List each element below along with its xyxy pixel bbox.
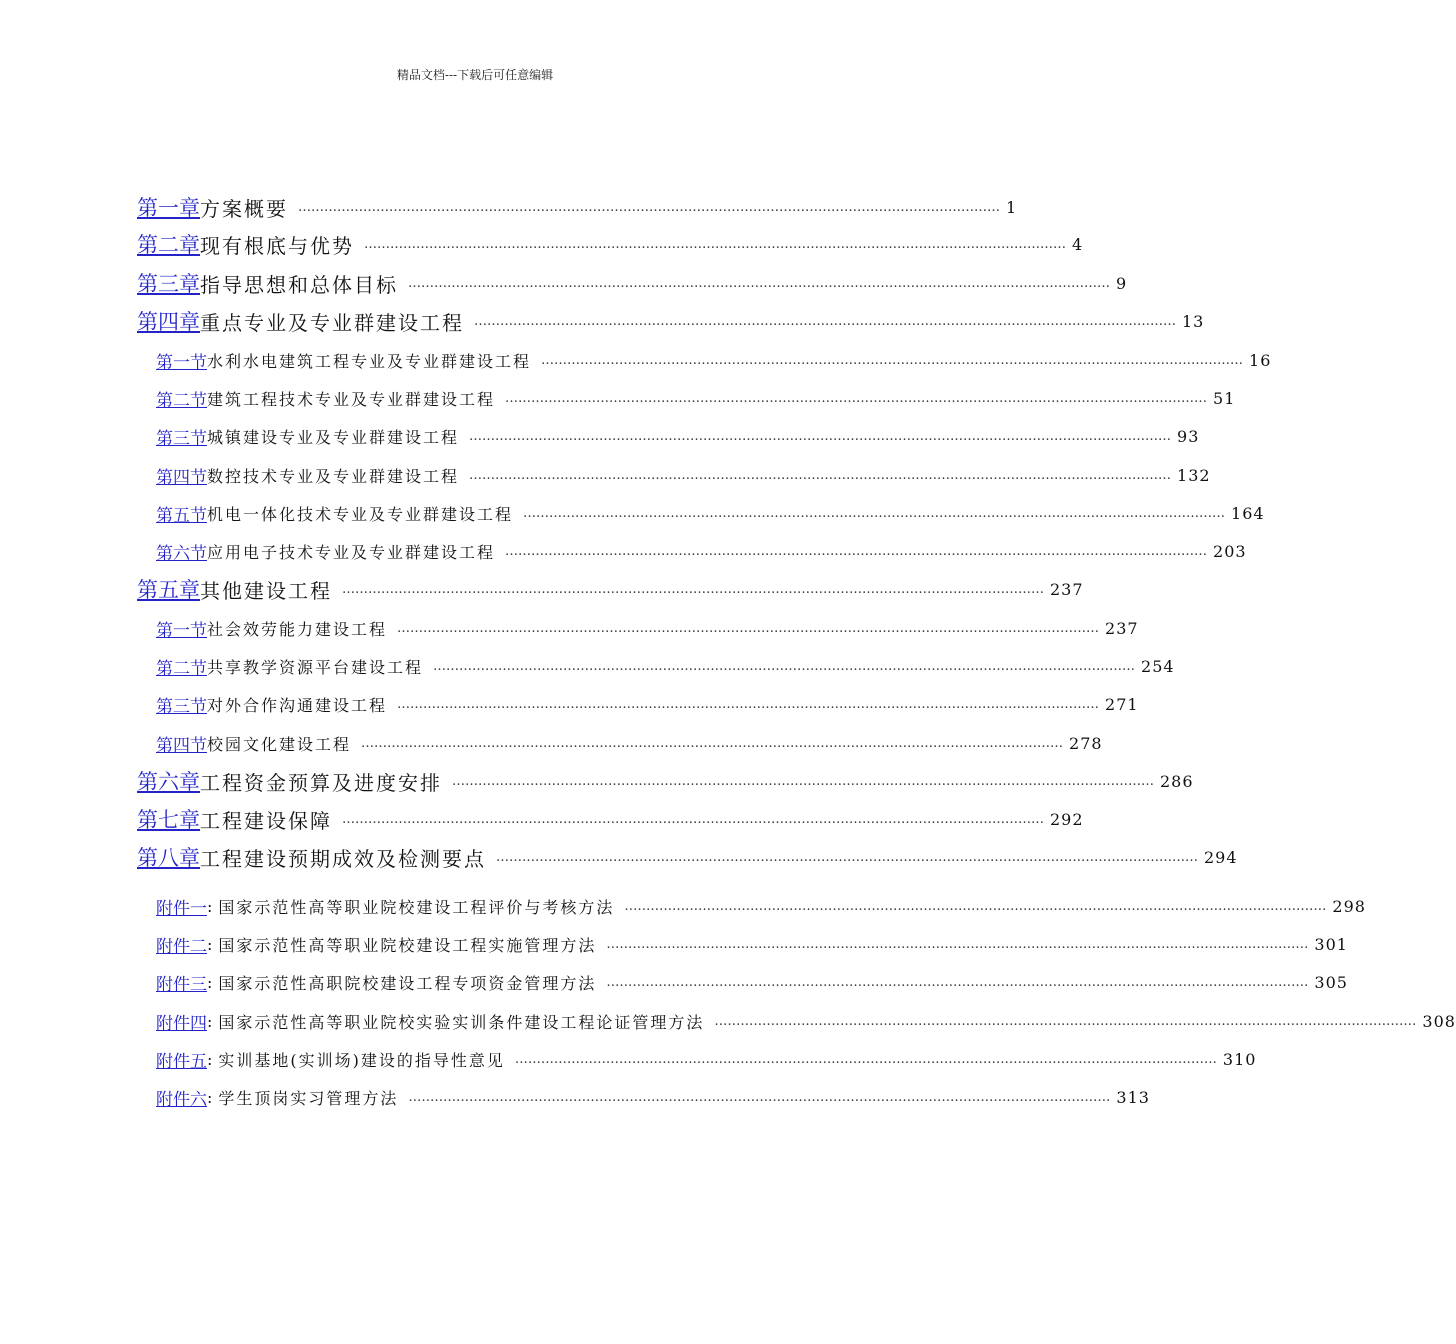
toc-section-link[interactable]: 第五节 xyxy=(156,505,207,526)
toc-chapter-link[interactable]: 第八章 xyxy=(137,846,200,870)
toc-section-row[interactable] xyxy=(156,613,1139,643)
dot-leader: ……………………………………………………………………………………………………………………………………………… xyxy=(469,428,1172,444)
dot-leader: ……………………………………………………………………………………………………………………………………………… xyxy=(408,275,1110,291)
toc-entry-title: 国家示范性高等职业院校建设工程实施管理方法 xyxy=(218,935,597,955)
toc-section-row[interactable] xyxy=(156,460,1211,490)
toc-section-link[interactable]: 第四节 xyxy=(156,467,207,488)
dot-leader: ……………………………………………………………………………………………………………………………………………… xyxy=(606,974,1309,990)
toc-chapter-link[interactable]: 第六章 xyxy=(137,770,200,794)
toc-chapter-row[interactable] xyxy=(137,766,1194,796)
toc-chapter-row[interactable] xyxy=(137,192,1018,222)
toc-entry-title: 指导思想和总体目标 xyxy=(200,272,398,297)
toc-section-row[interactable] xyxy=(156,383,1236,413)
toc-appendix-row[interactable] xyxy=(156,929,1348,959)
toc-entry-title: 校园文化建设工程 xyxy=(207,734,352,754)
toc-entry-title: 共享教学资源平台建设工程 xyxy=(207,657,424,677)
toc-section-row[interactable] xyxy=(156,651,1175,681)
toc-page-number: 4 xyxy=(1072,234,1084,254)
toc-page-number: 308 xyxy=(1422,1011,1456,1031)
dot-leader: ……………………………………………………………………………………………………………………………………………… xyxy=(523,505,1226,521)
dot-leader: ……………………………………………………………………………………………………………………………………………… xyxy=(505,390,1208,406)
toc-section-link[interactable]: 第一节 xyxy=(156,620,207,641)
dot-leader: ……………………………………………………………………………………………………………………………………………… xyxy=(298,199,1000,215)
toc-entry-title: 机电一体化技术专业及专业群建设工程 xyxy=(207,504,514,524)
dot-leader: ……………………………………………………………………………………………………………………………………………… xyxy=(433,658,1136,674)
toc-appendix-link[interactable]: 附件六 xyxy=(156,1089,207,1110)
toc-entry-title: 数控技术专业及专业群建设工程 xyxy=(207,466,460,486)
toc-page-number: 9 xyxy=(1116,273,1128,293)
dot-leader: ……………………………………………………………………………………………………………………………………………… xyxy=(342,581,1044,597)
toc-entry-title: 实训基地(实训场)建设的指导性意见 xyxy=(218,1050,505,1070)
toc-chapter-row[interactable] xyxy=(137,842,1238,872)
appendix-colon: : xyxy=(207,896,213,916)
toc-chapter-row[interactable] xyxy=(137,804,1084,834)
toc-entry-title: 对外合作沟通建设工程 xyxy=(207,695,388,715)
dot-leader: ……………………………………………………………………………………………………………………………………………… xyxy=(364,236,1066,252)
toc-page-number: 292 xyxy=(1050,809,1084,829)
toc-section-row[interactable] xyxy=(156,689,1139,719)
toc-page-number: 301 xyxy=(1314,934,1348,954)
toc-page-number: 203 xyxy=(1213,541,1247,561)
toc-page-number: 16 xyxy=(1249,350,1272,370)
toc-entry-title: 其他建设工程 xyxy=(200,578,332,603)
toc-section-row[interactable] xyxy=(156,536,1247,566)
toc-section-link[interactable]: 第三节 xyxy=(156,428,207,449)
dot-leader: ……………………………………………………………………………………………………………………………………………… xyxy=(514,1051,1217,1067)
toc-entry-title: 应用电子技术专业及专业群建设工程 xyxy=(207,542,496,562)
toc-section-row[interactable] xyxy=(156,345,1272,375)
toc-section-link[interactable]: 第六节 xyxy=(156,543,207,564)
dot-leader: ……………………………………………………………………………………………………………………………………………… xyxy=(408,1089,1111,1105)
toc-page-number: 237 xyxy=(1050,579,1084,599)
dot-leader: ……………………………………………………………………………………………………………………………………………… xyxy=(505,543,1208,559)
toc-page-number: 164 xyxy=(1231,503,1265,523)
toc-appendix-link[interactable]: 附件四 xyxy=(156,1013,207,1034)
toc-entry-title: 建筑工程技术专业及专业群建设工程 xyxy=(207,389,496,409)
appendix-colon: : xyxy=(207,1049,213,1069)
dot-leader: ……………………………………………………………………………………………………………………………………………… xyxy=(397,696,1100,712)
toc-entry-title: 方案概要 xyxy=(200,196,288,221)
toc-page-number: 294 xyxy=(1204,847,1238,867)
dot-leader: ……………………………………………………………………………………………………………………………………………… xyxy=(452,773,1154,789)
toc-entry-title: 工程建设保障 xyxy=(200,808,332,833)
toc-appendix-link[interactable]: 附件二 xyxy=(156,936,207,957)
toc-appendix-link[interactable]: 附件三 xyxy=(156,974,207,995)
toc-page-number: 132 xyxy=(1177,465,1211,485)
dot-leader: ……………………………………………………………………………………………………………………………………………… xyxy=(474,313,1176,329)
toc-page-number: 254 xyxy=(1141,656,1175,676)
appendix-colon: : xyxy=(207,972,213,992)
toc-chapter-row[interactable] xyxy=(137,306,1205,336)
toc-page-number: 278 xyxy=(1069,733,1103,753)
toc-page-number: 51 xyxy=(1213,388,1236,408)
toc-section-link[interactable]: 第二节 xyxy=(156,390,207,411)
dot-leader: ……………………………………………………………………………………………………………………………………………… xyxy=(361,735,1064,751)
toc-appendix-link[interactable]: 附件五 xyxy=(156,1051,207,1072)
toc-page-number: 13 xyxy=(1182,311,1205,331)
dot-leader: ……………………………………………………………………………………………………………………………………………… xyxy=(469,467,1172,483)
toc-entry-title: 重点专业及专业群建设工程 xyxy=(200,310,464,335)
toc-section-link[interactable]: 第三节 xyxy=(156,696,207,717)
toc-section-row[interactable] xyxy=(156,498,1265,528)
toc-page-number: 313 xyxy=(1116,1087,1150,1107)
page-header: 精品文档---下载后可任意编辑 xyxy=(396,68,554,82)
toc-entry-title: 国家示范性高职院校建设工程专项资金管理方法 xyxy=(218,973,597,993)
dot-leader: ……………………………………………………………………………………………………………………………………………… xyxy=(342,811,1044,827)
toc-page-number: 93 xyxy=(1177,426,1200,446)
toc-section-link[interactable]: 第一节 xyxy=(156,352,207,373)
appendix-colon: : xyxy=(207,934,213,954)
toc-entry-title: 学生顶岗实习管理方法 xyxy=(218,1088,399,1108)
dot-leader: ……………………………………………………………………………………………………………………………………………… xyxy=(624,898,1327,914)
toc-chapter-link[interactable]: 第五章 xyxy=(137,578,200,602)
toc-page-number: 237 xyxy=(1105,618,1139,638)
toc-section-link[interactable]: 第二节 xyxy=(156,658,207,679)
toc-section-link[interactable]: 第四节 xyxy=(156,735,207,756)
toc-page-number: 286 xyxy=(1160,771,1194,791)
toc-entry-title: 国家示范性高等职业院校建设工程评价与考核方法 xyxy=(218,897,615,917)
dot-leader: ……………………………………………………………………………………………………………………………………………… xyxy=(397,620,1100,636)
toc-section-row[interactable] xyxy=(156,728,1103,758)
toc-page-number: 1 xyxy=(1006,197,1018,217)
toc-appendix-row[interactable] xyxy=(156,891,1366,921)
dot-leader: ……………………………………………………………………………………………………………………………………………… xyxy=(606,936,1309,952)
toc-page-number: 310 xyxy=(1222,1049,1257,1069)
toc-appendix-link[interactable]: 附件一 xyxy=(156,898,207,919)
dot-leader: ……………………………………………………………………………………………………………………………………………… xyxy=(714,1013,1417,1029)
toc-chapter-link[interactable]: 第三章 xyxy=(137,272,200,296)
appendix-colon: : xyxy=(207,1011,213,1031)
toc-appendix-row[interactable] xyxy=(156,1082,1150,1112)
toc-entry-title: 国家示范性高等职业院校实验实训条件建设工程论证管理方法 xyxy=(218,1012,705,1032)
toc-entry-title: 现有根底与优势 xyxy=(200,233,354,258)
toc-entry-title: 工程建设预期成效及检测要点 xyxy=(200,846,486,871)
toc-appendix-row[interactable] xyxy=(156,1044,1257,1074)
appendix-colon: : xyxy=(207,1087,213,1107)
toc-chapter-row[interactable] xyxy=(137,574,1084,604)
toc-page-number: 298 xyxy=(1332,896,1366,916)
toc-appendix-row[interactable] xyxy=(156,967,1348,997)
toc-page-number: 271 xyxy=(1105,694,1139,714)
dot-leader: ……………………………………………………………………………………………………………………………………………… xyxy=(496,849,1198,865)
toc-chapter-link[interactable]: 第一章 xyxy=(137,196,200,220)
toc-chapter-link[interactable]: 第四章 xyxy=(137,310,200,334)
toc-page-number: 305 xyxy=(1314,972,1348,992)
toc-appendix-row[interactable] xyxy=(156,1006,1456,1036)
dot-leader: ……………………………………………………………………………………………………………………………………………… xyxy=(541,352,1244,368)
toc-entry-title: 工程资金预算及进度安排 xyxy=(200,770,442,795)
toc-entry-title: 城镇建设专业及专业群建设工程 xyxy=(207,427,460,447)
toc-chapter-link[interactable]: 第七章 xyxy=(137,808,200,832)
toc-section-row[interactable] xyxy=(156,421,1200,451)
toc-chapter-row[interactable] xyxy=(137,268,1128,298)
toc-chapter-link[interactable]: 第二章 xyxy=(137,233,200,257)
toc-entry-title: 水利水电建筑工程专业及专业群建设工程 xyxy=(207,351,532,371)
toc-chapter-row[interactable] xyxy=(137,229,1084,259)
toc-entry-title: 社会效劳能力建设工程 xyxy=(207,619,388,639)
